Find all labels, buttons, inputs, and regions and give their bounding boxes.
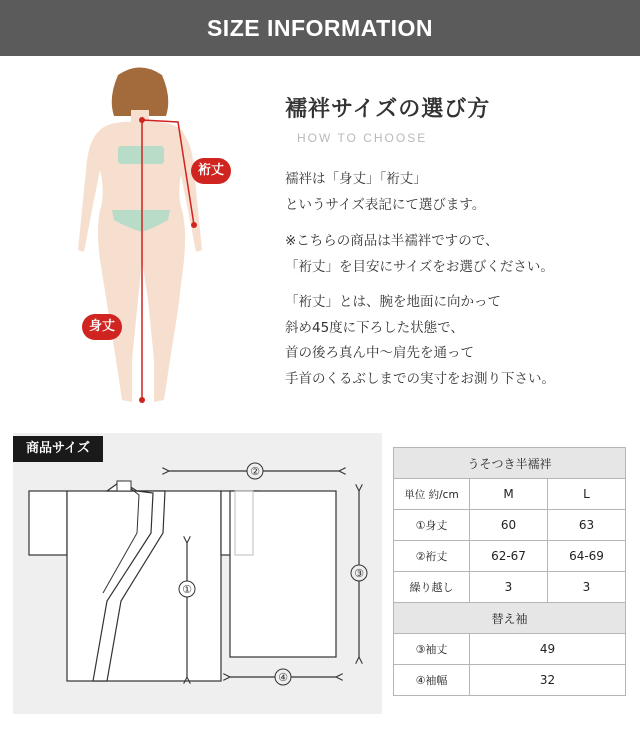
cell-value: 60	[470, 510, 548, 541]
cell-value: 63	[548, 510, 626, 541]
header-bar	[0, 0, 640, 56]
paragraph-line: 襦袢は「身丈」「裄丈」	[285, 171, 427, 187]
cell-value: 3	[548, 572, 626, 603]
yukitake-end-point	[191, 222, 197, 228]
section-title: 襦袢サイズの選び方	[285, 97, 491, 122]
product-size-label: 商品サイズ	[13, 436, 103, 462]
yukitake-badge: 裄丈	[191, 158, 231, 184]
sleeve-subheader: 替え袖	[394, 603, 626, 634]
paragraph-line: 斜め45度に下ろした状態で、	[285, 319, 464, 336]
table-row	[394, 665, 626, 696]
table-row	[394, 634, 626, 665]
size-table	[393, 447, 626, 696]
paragraph-line: ※こちらの商品は半襦袢ですので、	[285, 233, 499, 249]
cell-value: 64-69	[548, 541, 626, 572]
size-header-l: L	[548, 479, 626, 510]
garment-body-shape	[67, 491, 221, 681]
marker-3-text: ③	[354, 567, 364, 580]
intro-paragraph-3	[285, 290, 555, 392]
cell-value: 62-67	[470, 541, 548, 572]
row-label: ②裄丈	[394, 541, 470, 572]
marker-1-text: ①	[182, 583, 192, 596]
cell-value: 3	[470, 572, 548, 603]
intro-paragraph-2	[285, 229, 554, 280]
marker-2-text: ②	[250, 465, 260, 478]
top-underwear	[118, 146, 164, 164]
paragraph-line: 首の後ろ真ん中～肩先を通って	[285, 345, 474, 361]
body-figure-illustration	[70, 60, 240, 420]
row-label: ③袖丈	[394, 634, 470, 665]
table-row	[394, 541, 626, 572]
hair-shape	[112, 68, 169, 117]
marker-4-text: ④	[278, 671, 288, 684]
row-label: ④袖幅	[394, 665, 470, 696]
paragraph-line: 「裄丈」とは、腕を地面に向かって	[285, 294, 501, 310]
mitake-end-point	[139, 397, 145, 403]
section-subtitle: HOW TO CHOOSE	[297, 131, 428, 145]
spare-sleeve-shape	[230, 491, 336, 657]
cell-value: 49	[470, 634, 626, 665]
size-header-m: M	[470, 479, 548, 510]
left-arm-shape	[78, 130, 100, 252]
row-label: ①身丈	[394, 510, 470, 541]
table-row	[394, 510, 626, 541]
garment-diagram	[13, 433, 382, 714]
paragraph-line: 手首のくるぶしまでの実寸をお測り下さい。	[285, 370, 555, 387]
intro-paragraph-1	[285, 167, 485, 218]
page-title: SIZE INFORMATION	[206, 15, 434, 41]
left-sleeve-shape	[29, 491, 67, 555]
row-label: 繰り越し	[394, 572, 470, 603]
table-title: うそつき半襦袢	[394, 448, 626, 479]
unit-label: 単位 約/cm	[394, 479, 470, 510]
cell-value: 32	[470, 665, 626, 696]
paragraph-line: というサイズ表記にて選びます。	[285, 196, 486, 213]
paragraph-line: 「裄丈」を目安にサイズをお選びください。	[285, 258, 554, 275]
table-row	[394, 572, 626, 603]
mitake-badge: 身丈	[82, 314, 122, 340]
collar-tab	[117, 481, 131, 491]
